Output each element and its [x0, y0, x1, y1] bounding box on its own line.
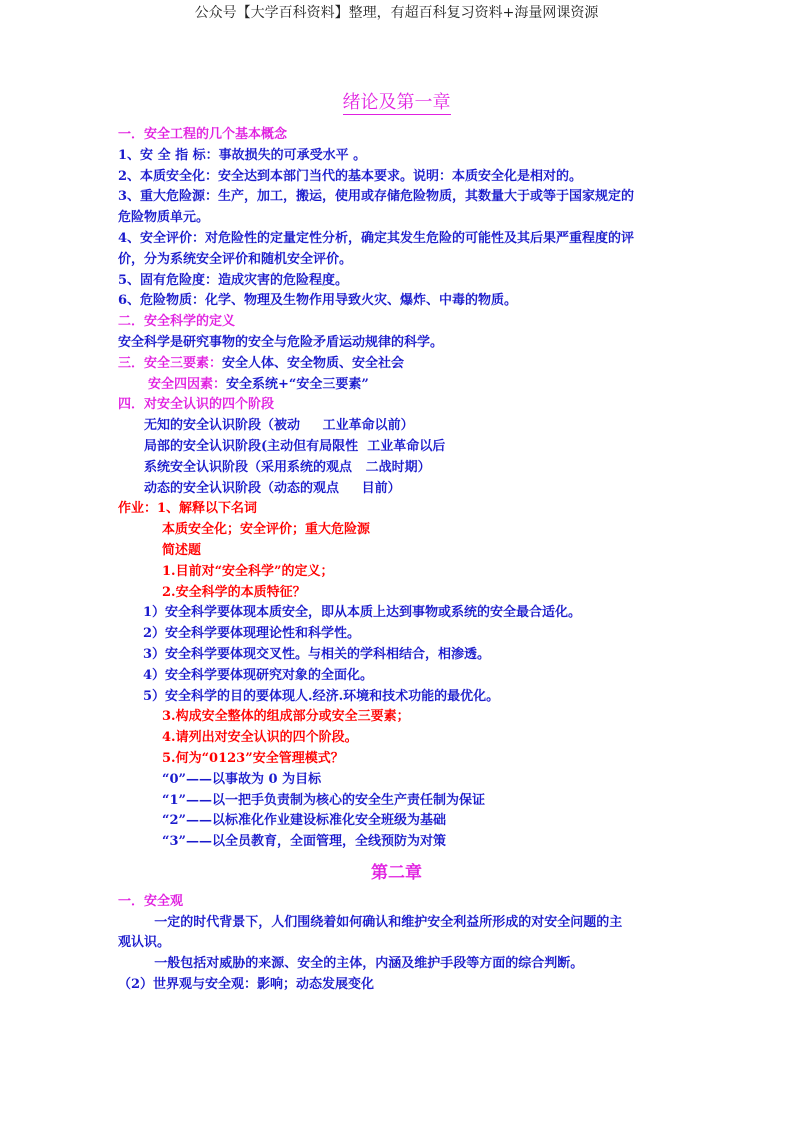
text-segment: 2、本质安全化：安全达到本部门当代的基本要求。说明：本质安全化是相对的。	[118, 168, 583, 184]
text-segment: 安全人体、安全物质、安全社会	[222, 355, 405, 371]
text-line	[118, 666, 688, 687]
text-segment: 作业：1、解释以下名词	[118, 501, 258, 517]
text-line	[118, 913, 688, 934]
text-line	[118, 933, 688, 954]
text-line	[118, 375, 688, 396]
text-line	[118, 416, 688, 437]
text-line	[118, 624, 688, 645]
text-segment: 3、重大危险源：生产，加工，搬运，使用或存储危险物质，其数量大于或等于国家规定的	[118, 189, 635, 205]
text-segment: 局部的安全认识阶段(主动但有局限性 工业革命以后	[144, 438, 446, 454]
text-line	[118, 791, 688, 812]
text-line	[118, 479, 688, 500]
text-segment: 三．安全三要素：	[118, 355, 223, 371]
text-segment: 安全系统+“安全三要素”	[226, 376, 369, 392]
text-segment: 1、安 全 指 标：事故损失的可承受水平 。	[118, 147, 367, 163]
text-line	[118, 167, 688, 188]
text-segment: 5）安全科学的目的要体现人.经济.环境和技术功能的最优化。	[143, 688, 500, 704]
page-header: 公众号【大学百科资料】整理，有超百科复习资料+海量网课资源	[194, 5, 599, 21]
text-line	[118, 562, 688, 583]
text-line	[118, 499, 688, 520]
text-segment: 3.构成安全整体的组成部分或安全三要素；	[162, 709, 410, 725]
title-text: 绪论及第一章	[342, 92, 451, 113]
text-segment: 4）安全科学要体现研究对象的全面化。	[143, 667, 374, 683]
text-line	[118, 645, 688, 666]
text-line	[118, 811, 688, 832]
text-segment: 5.何为“0123”安全管理模式？	[162, 750, 344, 766]
text-segment: 安全科学是研究事物的安全与危险矛盾运动规律的科学。	[118, 334, 444, 350]
text-segment: “1”——以一把手负责制为核心的安全生产责任制为保证	[162, 792, 486, 808]
text-line	[118, 603, 688, 624]
text-line	[118, 395, 688, 416]
text-line	[118, 312, 688, 333]
text-line	[118, 892, 688, 913]
text-segment: （2）世界观与安全观：影响；动态发展变化	[118, 977, 375, 993]
text-line	[118, 208, 688, 229]
chapter-2-title: 第二章	[371, 862, 422, 883]
text-segment: 二．安全科学的定义	[118, 314, 236, 330]
chapter-2-content	[118, 892, 688, 996]
text-line	[118, 333, 688, 354]
text-segment: 2.安全科学的本质特征？	[162, 584, 306, 600]
text-line	[118, 583, 688, 604]
text-segment: 动态的安全认识阶段（动态的观点 目前）	[144, 480, 401, 496]
text-segment: “2”——以标准化作业建设标准化安全班级为基础	[162, 813, 447, 829]
text-segment: 4、安全评价：对危险性的定量定性分析，确定其发生危险的可能性及其后果严重程度的评	[118, 230, 635, 246]
text-segment: 系统安全认识阶段（采用系统的观点 二战时期）	[144, 459, 431, 475]
text-segment: 本质安全化；安全评价；重大危险源	[162, 522, 371, 538]
text-line	[118, 187, 688, 208]
text-segment: 3）安全科学要体现交叉性。与相关的学科相结合，相渗透。	[143, 646, 491, 662]
text-line	[118, 707, 688, 728]
text-segment: 安全四因素：	[148, 376, 227, 392]
text-segment: 四．对安全认识的四个阶段	[118, 397, 275, 413]
text-line	[118, 541, 688, 562]
text-segment: 6、危险物质：化学、物理及生物作用导致火灾、爆炸、中毒的物质。	[118, 293, 518, 309]
text-line	[118, 832, 688, 853]
text-segment: 一定的时代背景下，人们围绕着如何确认和维护安全利益所形成的对安全问题的主	[118, 914, 623, 930]
text-line	[118, 954, 688, 975]
text-segment: 1.目前对“安全科学”的定义；	[162, 563, 334, 579]
text-segment: 4.请列出对安全认识的四个阶段。	[162, 730, 358, 746]
text-line	[118, 354, 688, 375]
text-segment: 一般包括对威胁的来源、安全的主体，内涵及维护手段等方面的综合判断。	[118, 956, 584, 972]
text-line	[118, 770, 688, 791]
text-line	[118, 271, 688, 292]
text-line	[118, 520, 688, 541]
chapter-1-content	[118, 125, 688, 853]
text-segment: 观认识。	[118, 935, 171, 951]
text-segment: 价，分为系统安全评价和随机安全评价。	[118, 251, 353, 267]
text-line	[118, 250, 688, 271]
text-segment: 无知的安全认识阶段（被动 工业革命以前）	[144, 418, 414, 434]
text-segment: 5、固有危险度：造成灾害的危险程度。	[118, 272, 349, 288]
text-line	[118, 728, 688, 749]
text-segment: 2）安全科学要体现理论性和科学性。	[143, 626, 361, 642]
text-segment: “3”——以全员教育，全面管理，全线预防为对策	[162, 834, 447, 850]
document-body	[118, 125, 688, 996]
text-line	[118, 458, 688, 479]
text-segment: “0”——以事故为 0 为目标	[162, 771, 322, 787]
text-segment: 危险物质单元。	[118, 210, 210, 226]
text-line	[118, 975, 688, 996]
text-line	[118, 229, 688, 250]
text-line	[118, 291, 688, 312]
text-line	[118, 437, 688, 458]
text-line	[118, 125, 688, 146]
text-line	[118, 749, 688, 770]
text-segment: 简述题	[162, 542, 202, 558]
text-segment: 一．安全工程的几个基本概念	[118, 127, 288, 142]
text-segment: 1）安全科学要体现本质安全，即从本质上达到事物或系统的安全最合适化。	[143, 605, 582, 621]
text-line	[118, 146, 688, 167]
text-segment: 一．安全观	[118, 893, 184, 909]
document-title	[0, 88, 793, 114]
text-line	[118, 687, 688, 708]
